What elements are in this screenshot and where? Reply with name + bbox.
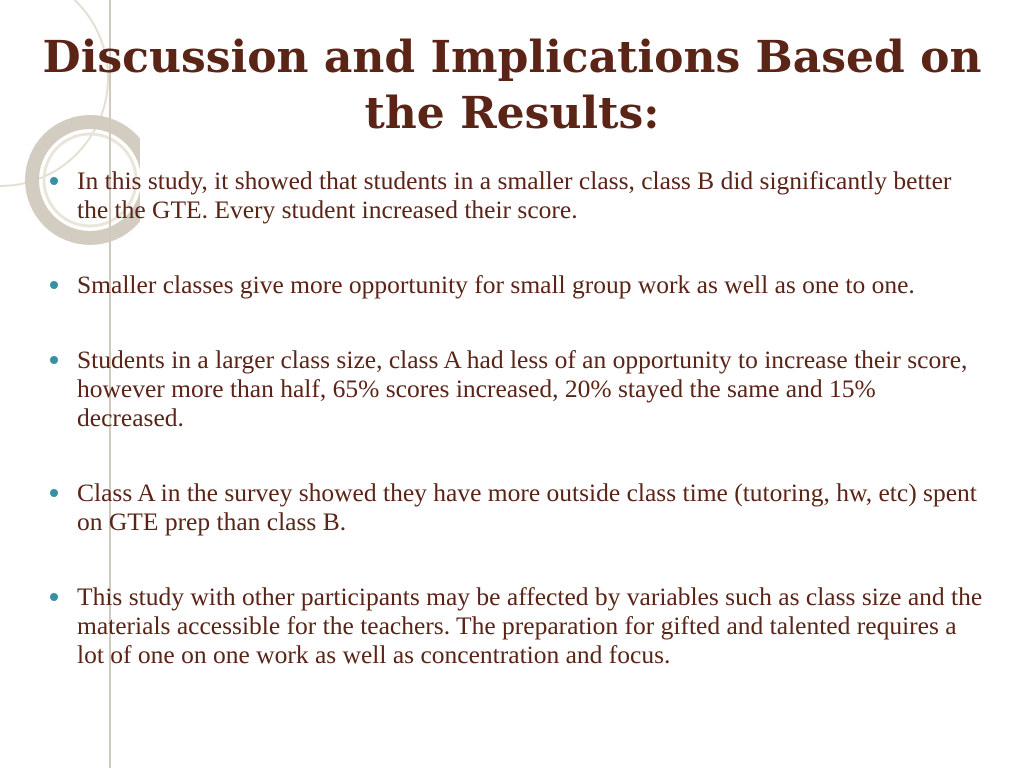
bullet-item (50, 270, 985, 299)
bullet-text: Smaller classes give more opportunity for small group work as well as one to one. (77, 270, 915, 299)
bullet-icon (50, 177, 58, 185)
slide-title: Discussion and Implications Based on the Results: (42, 32, 982, 139)
bullet-text: This study with other participants may be affected by variables such as class size and the materials accessible for the teachers. The preparation for gifted and talented requires a lot of one on one work as well as concentration and focus. (77, 582, 983, 669)
bullet-item (50, 582, 985, 669)
bullet-item (50, 478, 985, 536)
bullet-icon (50, 281, 58, 289)
bullet-text: In this study, it showed that students in a smaller class, class B did significantly better the the GTE. Every student increased their score. (77, 166, 952, 224)
bullet-icon (50, 593, 58, 601)
bullet-text: Class A in the survey showed they have more outside class time (tutoring, hw, etc) spent on GTE prep than class B. (77, 478, 977, 536)
bullet-text: Students in a larger class size, class A had less of an opportunity to increase their score, however more than half, 65% scores increased, 20% stayed the same and 15% decreased. (77, 345, 968, 432)
bullet-icon (50, 489, 58, 497)
bullet-list (50, 166, 985, 715)
bullet-icon (50, 356, 58, 364)
bullet-item (50, 166, 985, 224)
bullet-item (50, 345, 985, 432)
